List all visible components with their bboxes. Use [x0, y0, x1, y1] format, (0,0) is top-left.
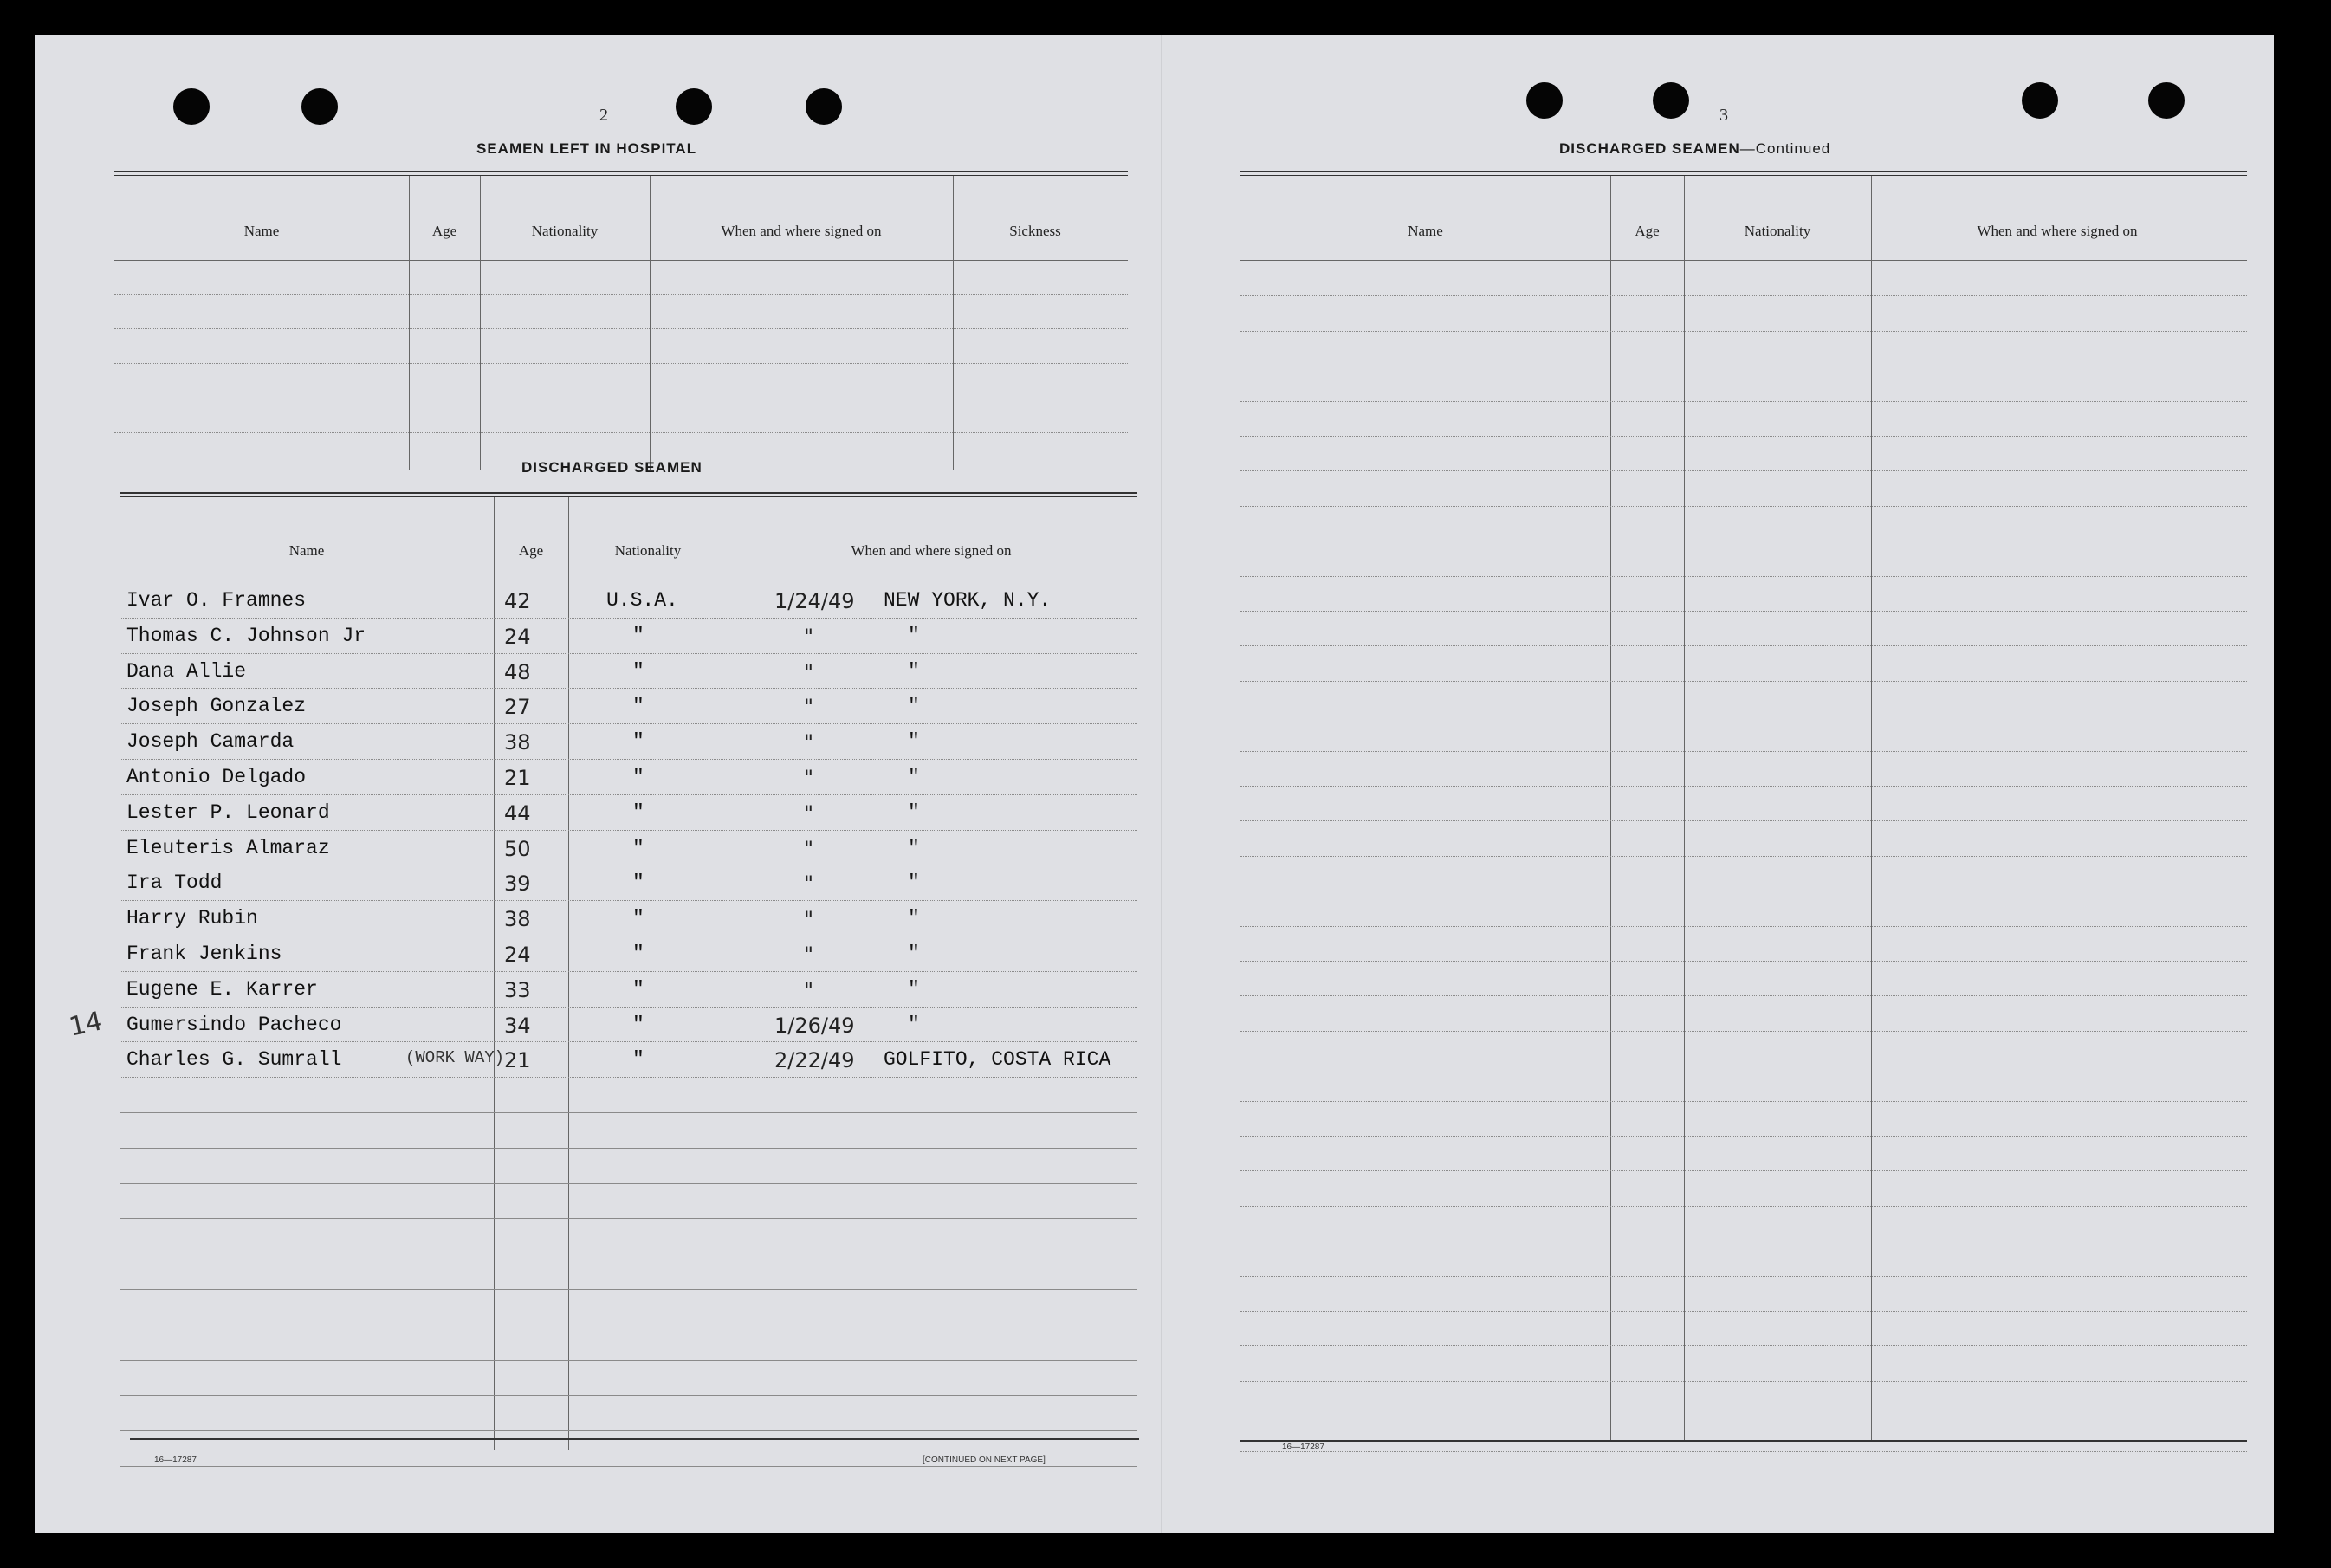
signed-on-place: "	[908, 659, 920, 683]
hospital-col-sickness: Sickness	[1009, 223, 1061, 239]
ruled-line	[1240, 645, 2247, 646]
ruled-line	[120, 971, 1137, 972]
hospital-col-age: Age	[431, 223, 457, 239]
table-row	[120, 830, 1137, 865]
punch-hole	[1526, 82, 1563, 119]
signed-on-date: 2/22/49	[774, 1048, 855, 1073]
ruled-line	[120, 1289, 1137, 1290]
ruled-line	[1240, 611, 2247, 612]
seaman-name: Frank Jenkins	[126, 943, 282, 965]
seaman-name: Joseph Gonzalez	[126, 695, 307, 718]
seaman-age: 50	[504, 836, 531, 861]
seaman-name: Thomas C. Johnson Jr	[126, 624, 366, 647]
discharged-col-name: Name	[288, 542, 325, 559]
ruled-line	[1240, 786, 2247, 787]
document-sheet	[35, 35, 2274, 1533]
ruled-line	[1240, 820, 2247, 821]
seaman-nationality: U.S.A.	[606, 589, 678, 612]
ruled-line	[120, 653, 1137, 654]
ruled-line	[120, 1395, 1137, 1396]
continued-col-signed-on: When and where signed on	[1977, 223, 2138, 239]
hospital-col-name: Name	[243, 223, 280, 239]
signed-on-place: "	[908, 943, 920, 965]
table-row	[120, 900, 1137, 935]
ruled-line	[1240, 1311, 2247, 1312]
ruled-line	[1240, 1381, 2247, 1382]
signed-on-date: 1/24/49	[774, 589, 855, 613]
seaman-nationality: "	[632, 1013, 644, 1036]
seaman-note: (WORK WAY)	[405, 1048, 505, 1068]
seaman-nationality: "	[632, 977, 644, 1001]
page-number-left: 2	[599, 106, 608, 125]
discharged-col-nationality: Nationality	[614, 542, 682, 559]
seaman-nationality: "	[632, 800, 644, 824]
page-fold	[1161, 35, 1162, 1533]
table-row	[120, 1007, 1137, 1041]
signed-on-date: "	[804, 624, 814, 649]
seaman-name: Ivar O. Framnes	[126, 589, 307, 612]
ruled-line	[120, 1077, 1137, 1078]
signed-on-date: "	[804, 766, 814, 790]
table-row	[120, 936, 1137, 970]
ruled-line	[120, 1218, 1137, 1219]
signed-on-date: "	[804, 659, 814, 684]
seaman-age: 38	[504, 730, 531, 755]
seaman-nationality: "	[632, 943, 644, 965]
seaman-name: Eleuteris Almaraz	[126, 836, 330, 859]
discharged-continued-title-suffix: —Continued	[1739, 140, 1831, 157]
seaman-age: 27	[504, 695, 531, 720]
ruled-line	[1240, 995, 2247, 996]
seaman-age: 38	[504, 907, 531, 932]
form-number-right: 16—17287	[1282, 1442, 1324, 1452]
ruled-line	[1240, 961, 2247, 962]
seaman-nationality: "	[632, 730, 644, 754]
hospital-section-title: SEAMEN LEFT IN HOSPITAL	[476, 140, 697, 157]
seaman-nationality: "	[632, 624, 644, 647]
discharged-continued-title-main: DISCHARGED SEAMEN	[1559, 140, 1740, 157]
signed-on-date: "	[804, 943, 814, 967]
signed-on-place: "	[908, 907, 920, 930]
ruled-line	[1240, 436, 2247, 437]
table-row	[120, 794, 1137, 829]
signed-on-place: NEW YORK, N.Y.	[884, 589, 1052, 612]
seaman-name: Gumersindo Pacheco	[126, 1013, 342, 1036]
seaman-name: Harry Rubin	[126, 907, 258, 930]
ruled-line	[120, 1360, 1137, 1361]
seaman-age: 21	[504, 1048, 531, 1073]
ruled-line	[120, 618, 1137, 619]
table-row	[120, 723, 1137, 758]
signed-on-date: "	[804, 695, 814, 720]
table-row	[120, 688, 1137, 722]
continued-col-age: Age	[1635, 223, 1660, 239]
signed-on-date: "	[804, 871, 814, 897]
seaman-nationality: "	[632, 695, 644, 718]
ruled-line	[120, 830, 1137, 831]
ruled-line	[120, 1430, 1137, 1431]
page-number-right: 3	[1719, 106, 1728, 125]
table-row	[120, 653, 1137, 688]
seaman-age: 39	[504, 871, 531, 897]
signed-on-place: "	[908, 1013, 920, 1036]
seaman-age: 44	[504, 800, 531, 826]
signed-on-place: GOLFITO, COSTA RICA	[884, 1048, 1111, 1072]
signed-on-place: "	[908, 871, 920, 895]
ruled-line	[1240, 401, 2247, 402]
table-row	[120, 971, 1137, 1006]
punch-hole	[173, 88, 210, 125]
seaman-name: Charles G. Sumrall	[126, 1048, 342, 1072]
ruled-line	[120, 1148, 1137, 1149]
table-row	[120, 582, 1137, 617]
bottom-rule-left	[130, 1438, 1139, 1440]
continued-note: [CONTINUED ON NEXT PAGE]	[923, 1455, 1046, 1465]
table-row	[120, 865, 1137, 899]
discharged-col-signed-on: When and where signed on	[851, 542, 1012, 559]
hospital-table	[114, 171, 1128, 474]
discharged-continued-table	[1240, 171, 2247, 1448]
seaman-age: 21	[504, 766, 531, 790]
hospital-col-nationality: Nationality	[531, 223, 599, 239]
seaman-nationality: "	[632, 659, 644, 683]
signed-on-place: "	[908, 624, 920, 647]
punch-hole	[2022, 82, 2058, 119]
ruled-line	[120, 723, 1137, 724]
seaman-age: 42	[504, 589, 531, 613]
punch-hole	[2148, 82, 2185, 119]
discharged-table	[120, 492, 1137, 1454]
ruled-line	[120, 794, 1137, 795]
signed-on-date: "	[804, 836, 814, 861]
ruled-line	[120, 1041, 1137, 1042]
ruled-line	[1240, 751, 2247, 752]
ruled-line	[120, 1007, 1137, 1008]
seaman-name: Lester P. Leonard	[126, 800, 330, 824]
hospital-col-signed-on: When and where signed on	[721, 223, 882, 239]
seaman-nationality: "	[632, 766, 644, 788]
ruled-line	[1240, 1101, 2247, 1102]
seaman-name: Joseph Camarda	[126, 730, 295, 754]
seaman-age: 33	[504, 977, 531, 1002]
ruled-line	[1240, 856, 2247, 857]
punch-hole	[676, 88, 712, 125]
seaman-nationality: "	[632, 836, 644, 859]
seaman-name: Dana Allie	[126, 659, 247, 683]
seaman-nationality: "	[632, 907, 644, 930]
continued-col-nationality: Nationality	[1744, 223, 1811, 239]
punch-hole	[301, 88, 338, 125]
continued-col-name: Name	[1408, 223, 1443, 239]
seaman-name: Eugene E. Karrer	[126, 977, 318, 1001]
signed-on-date: "	[804, 907, 814, 932]
discharged-section-title: DISCHARGED SEAMEN	[521, 459, 703, 476]
table-row	[120, 1041, 1137, 1076]
ruled-line	[120, 759, 1137, 760]
seaman-age: 24	[504, 624, 531, 649]
ruled-line	[1240, 1136, 2247, 1137]
ruled-line	[1240, 1345, 2247, 1346]
seaman-name: Ira Todd	[126, 871, 223, 895]
ruled-line	[1240, 926, 2247, 927]
signed-on-place: "	[908, 836, 920, 859]
discharged-continued-title	[1559, 140, 1830, 158]
ruled-line	[1240, 1276, 2247, 1277]
ruled-line	[1240, 1170, 2247, 1171]
seaman-age: 48	[504, 659, 531, 684]
punch-hole	[1653, 82, 1689, 119]
signed-on-date: "	[804, 800, 814, 826]
table-row	[120, 759, 1137, 794]
seaman-nationality: "	[632, 1048, 644, 1072]
form-number-left: 16—17287	[154, 1455, 197, 1465]
ruled-line	[120, 1466, 1137, 1467]
ruled-line	[1240, 1451, 2247, 1452]
seaman-nationality: "	[632, 871, 644, 895]
ruled-line	[1240, 1206, 2247, 1207]
discharged-col-age: Age	[518, 542, 544, 559]
ruled-line	[1240, 1031, 2247, 1032]
seaman-age: 24	[504, 943, 531, 967]
signed-on-place: "	[908, 730, 920, 754]
punch-hole	[806, 88, 842, 125]
signed-on-date: "	[804, 977, 814, 1002]
ruled-line	[120, 1112, 1137, 1113]
signed-on-place: "	[908, 977, 920, 1001]
ruled-line	[1240, 295, 2247, 296]
signed-on-date: 1/26/49	[774, 1013, 855, 1038]
ruled-line	[1240, 681, 2247, 682]
ruled-line	[120, 900, 1137, 901]
signed-on-place: "	[908, 800, 920, 824]
ruled-line	[120, 1183, 1137, 1184]
ruled-line	[1240, 506, 2247, 507]
seaman-name: Antonio Delgado	[126, 766, 307, 788]
signed-on-place: "	[908, 766, 920, 788]
ruled-line	[120, 688, 1137, 689]
signed-on-place: "	[908, 695, 920, 718]
ruled-line	[1240, 576, 2247, 577]
ruled-line	[1240, 470, 2247, 471]
margin-mark: 14	[66, 1006, 106, 1043]
table-row	[120, 618, 1137, 652]
ruled-line	[1240, 331, 2247, 332]
seaman-age: 34	[504, 1013, 531, 1038]
signed-on-date: "	[804, 730, 814, 755]
